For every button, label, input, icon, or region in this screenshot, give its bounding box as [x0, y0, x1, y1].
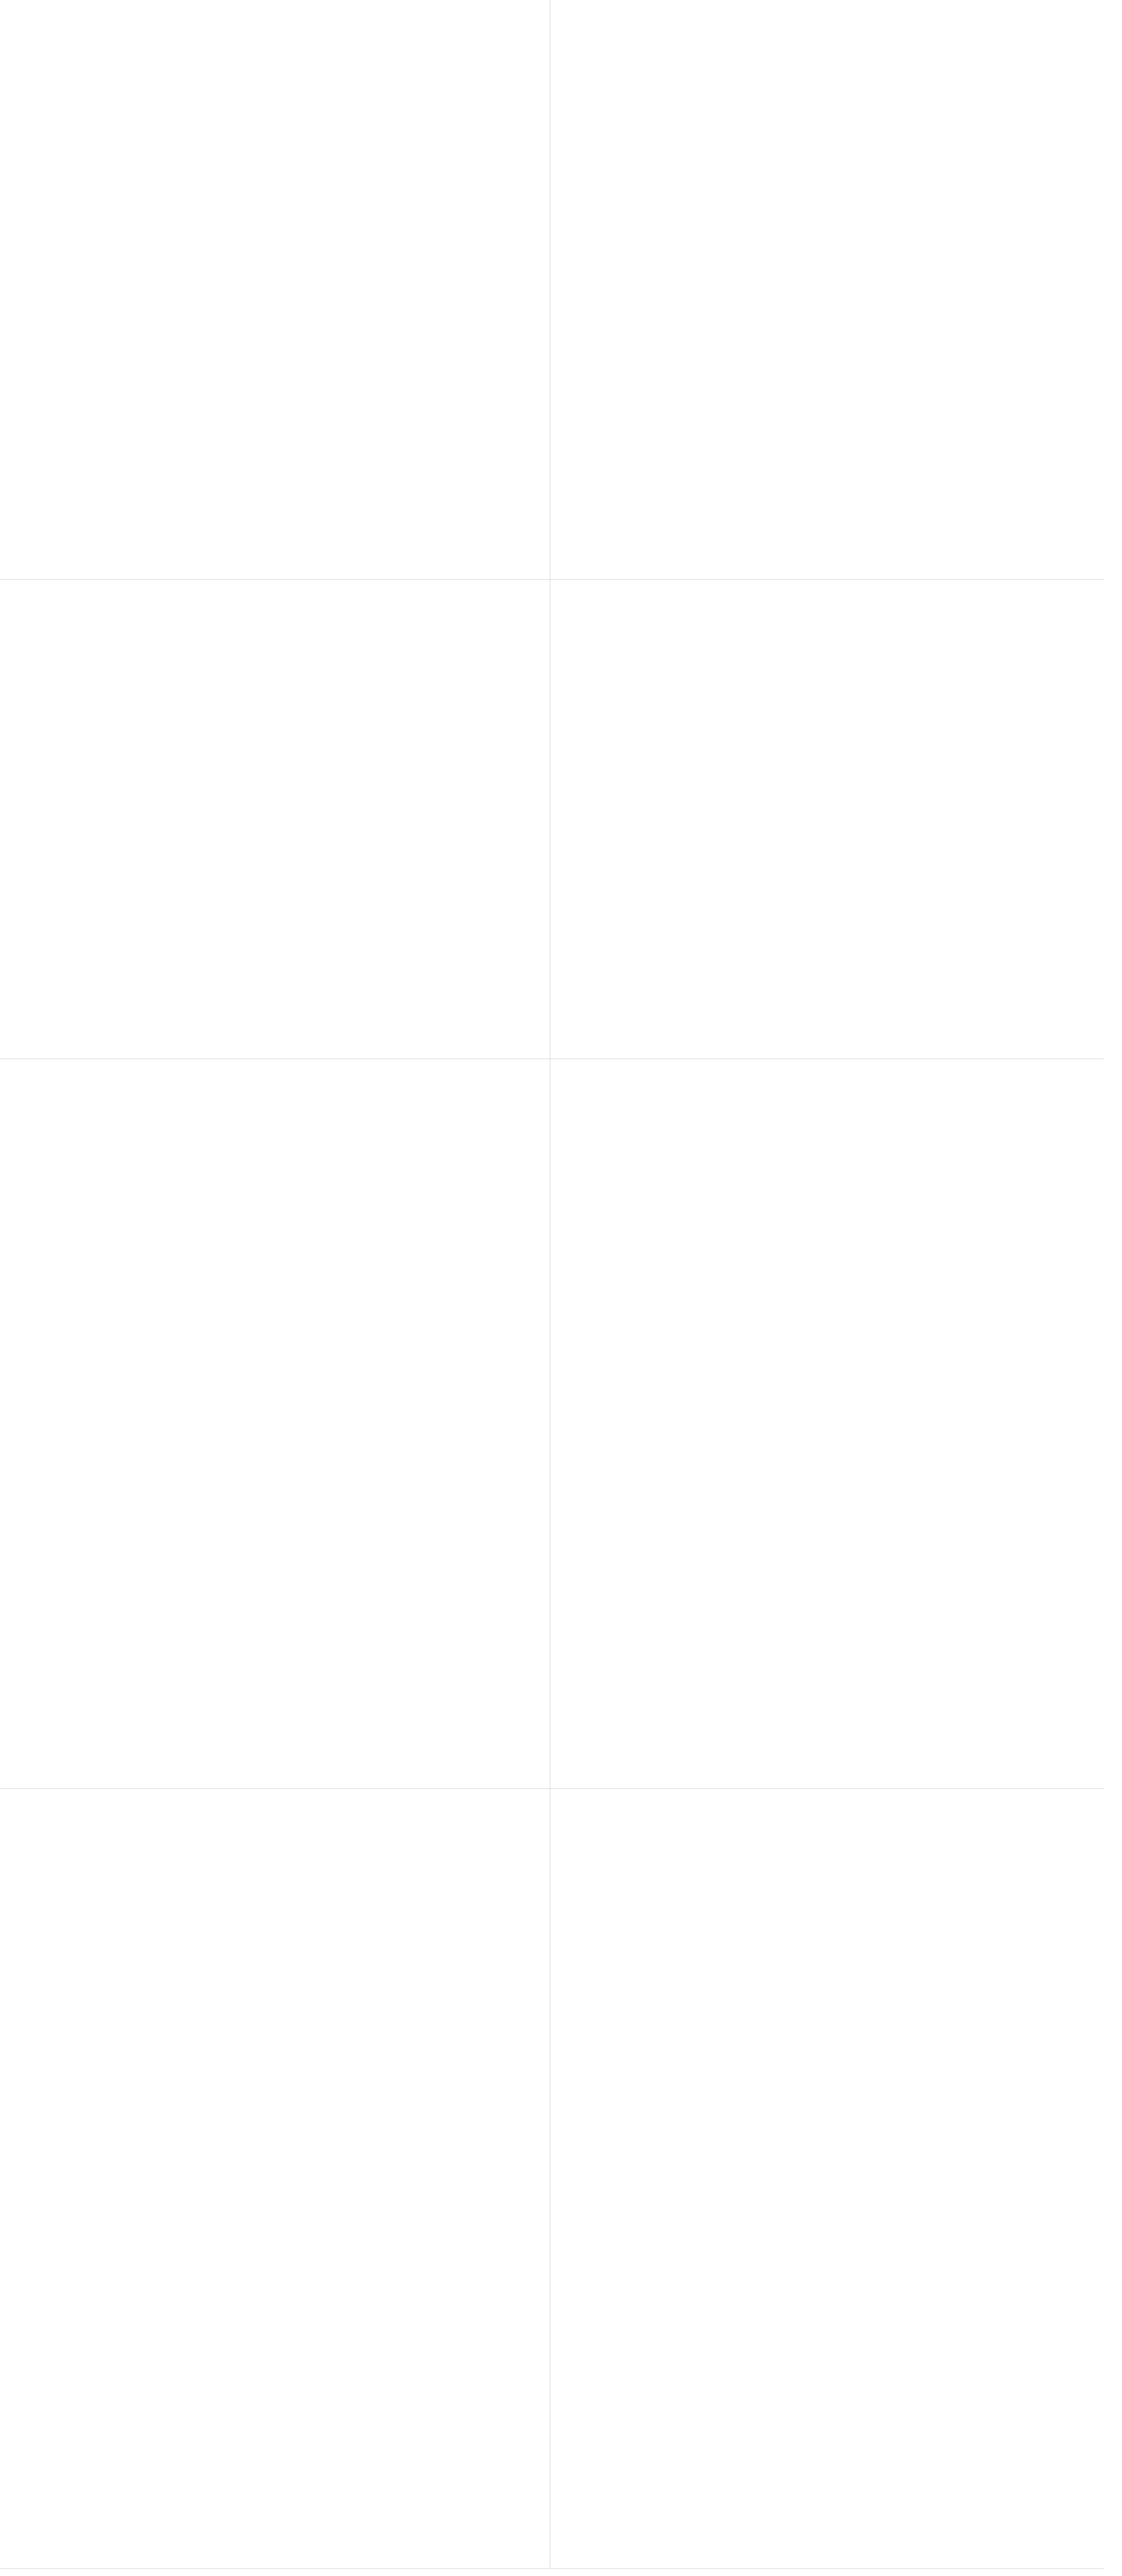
grid-row	[0, 0, 1103, 580]
grid-cell	[550, 580, 1103, 1059]
grid-cell	[550, 1789, 1103, 2568]
grid-cell	[0, 1789, 550, 2568]
grid-cell	[0, 0, 550, 579]
grid-cell	[0, 1059, 550, 1788]
grid-cell	[550, 1059, 1103, 1788]
grid-cell	[550, 0, 1103, 579]
grid-row	[0, 580, 1103, 1059]
grid-row	[0, 1789, 1103, 2569]
grid-cell	[0, 580, 550, 1059]
grid-row	[0, 1059, 1103, 1789]
